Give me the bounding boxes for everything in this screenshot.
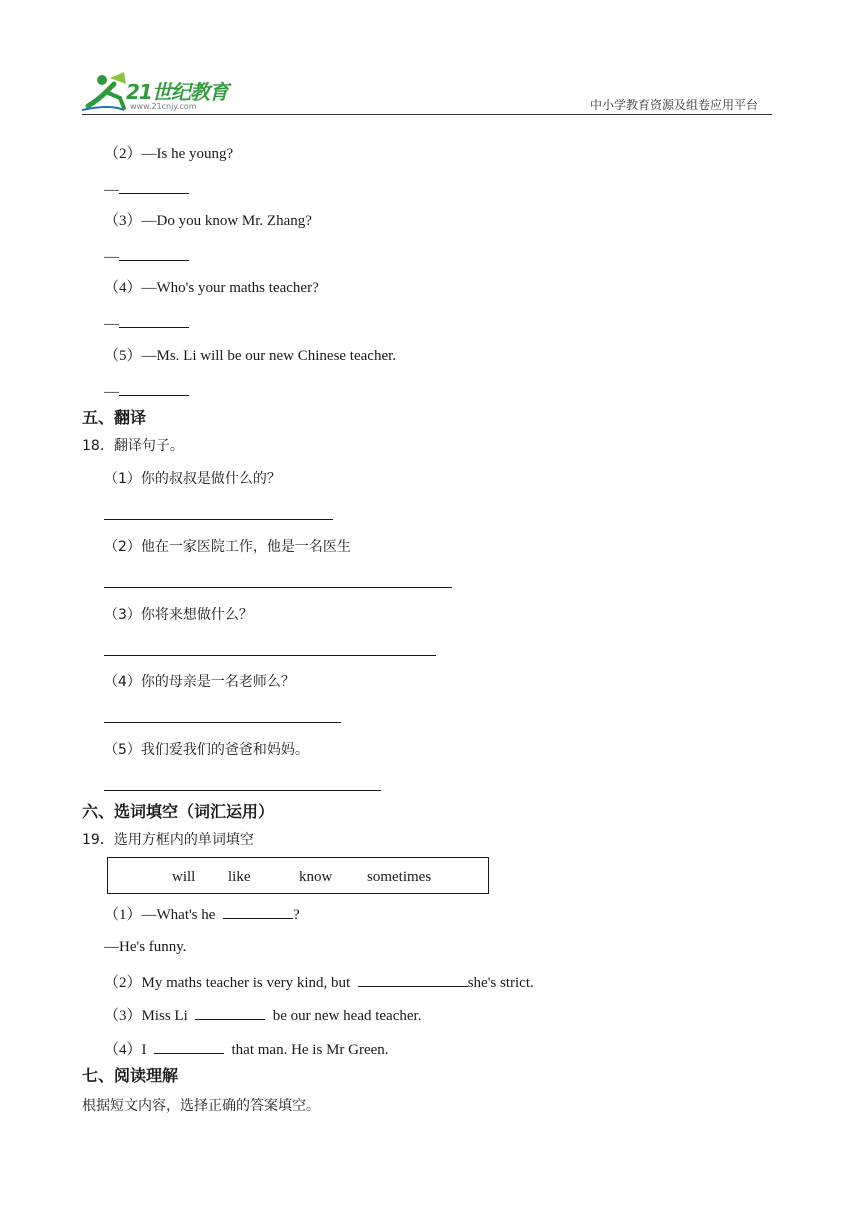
word-sometimes: sometimes — [367, 869, 432, 885]
answer-blank[interactable] — [119, 312, 189, 328]
s5-item-2: （2）他在一家医院工作，他是一名医生 — [104, 539, 351, 555]
answer-blank[interactable] — [119, 245, 189, 261]
question-18: 18．翻译句子。 — [82, 438, 184, 454]
s5-item-1: （1）你的叔叔是做什么的？ — [104, 471, 281, 487]
section5-heading: 五、翻译 — [82, 408, 147, 427]
section7-instruction: 根据短文内容，选择正确的答案填空。 — [82, 1098, 320, 1114]
s6-item-1-reply: —He's funny. — [104, 939, 187, 955]
s4-item-5: （5）—Ms. Li will be our new Chinese teacher. — [104, 348, 397, 364]
s4-item-2: （2）—Is he young? — [104, 146, 234, 162]
answer-line[interactable] — [104, 519, 333, 520]
s5-item-5: （5）我们爱我们的爸爸和妈妈。 — [104, 742, 309, 758]
fill-blank[interactable] — [358, 971, 468, 987]
s4-answer-4: — — [104, 312, 189, 334]
s6-item-2: （2）My maths teacher is very kind, but she's strict. — [104, 971, 534, 993]
header-rule — [82, 114, 772, 115]
question-19: 19．选用方框内的单词填空 — [82, 832, 254, 848]
answer-line[interactable] — [104, 587, 452, 588]
answer-blank[interactable] — [119, 380, 189, 396]
fill-blank[interactable] — [223, 903, 293, 919]
word-like: like — [228, 869, 251, 885]
section6-heading: 六、选词填空（词汇运用） — [82, 802, 275, 821]
s4-answer-2: — — [104, 178, 189, 200]
logo-text: 21世纪教育 — [126, 80, 228, 104]
answer-line[interactable] — [104, 655, 436, 656]
answer-line[interactable] — [104, 722, 341, 723]
logo-url: www.21cnjy.com — [130, 102, 197, 111]
s6-item-1: （1）—What's he ? — [104, 903, 300, 925]
s5-item-4: （4）你的母亲是一名老师么？ — [104, 674, 295, 690]
s5-item-3: （3）你将来想做什么？ — [104, 607, 253, 623]
word-box — [107, 857, 489, 894]
s6-item-4: （4）I that man. He is Mr Green. — [104, 1038, 389, 1060]
word-will: will — [172, 869, 196, 885]
fill-blank[interactable] — [154, 1038, 224, 1054]
s4-answer-3: — — [104, 245, 189, 267]
s4-item-3: （3）—Do you know Mr. Zhang? — [104, 213, 312, 229]
platform-name: 中小学教育资源及组卷应用平台 — [590, 98, 759, 112]
s6-item-3: （3）Miss Li be our new head teacher. — [104, 1004, 421, 1026]
s4-answer-5: — — [104, 380, 189, 402]
word-know: know — [299, 869, 333, 885]
header-logo — [80, 70, 250, 114]
section7-heading: 七、阅读理解 — [82, 1066, 179, 1085]
answer-blank[interactable] — [119, 178, 189, 194]
answer-line[interactable] — [104, 790, 381, 791]
fill-blank[interactable] — [195, 1004, 265, 1020]
s4-item-4: （4）—Who's your maths teacher? — [104, 280, 319, 296]
